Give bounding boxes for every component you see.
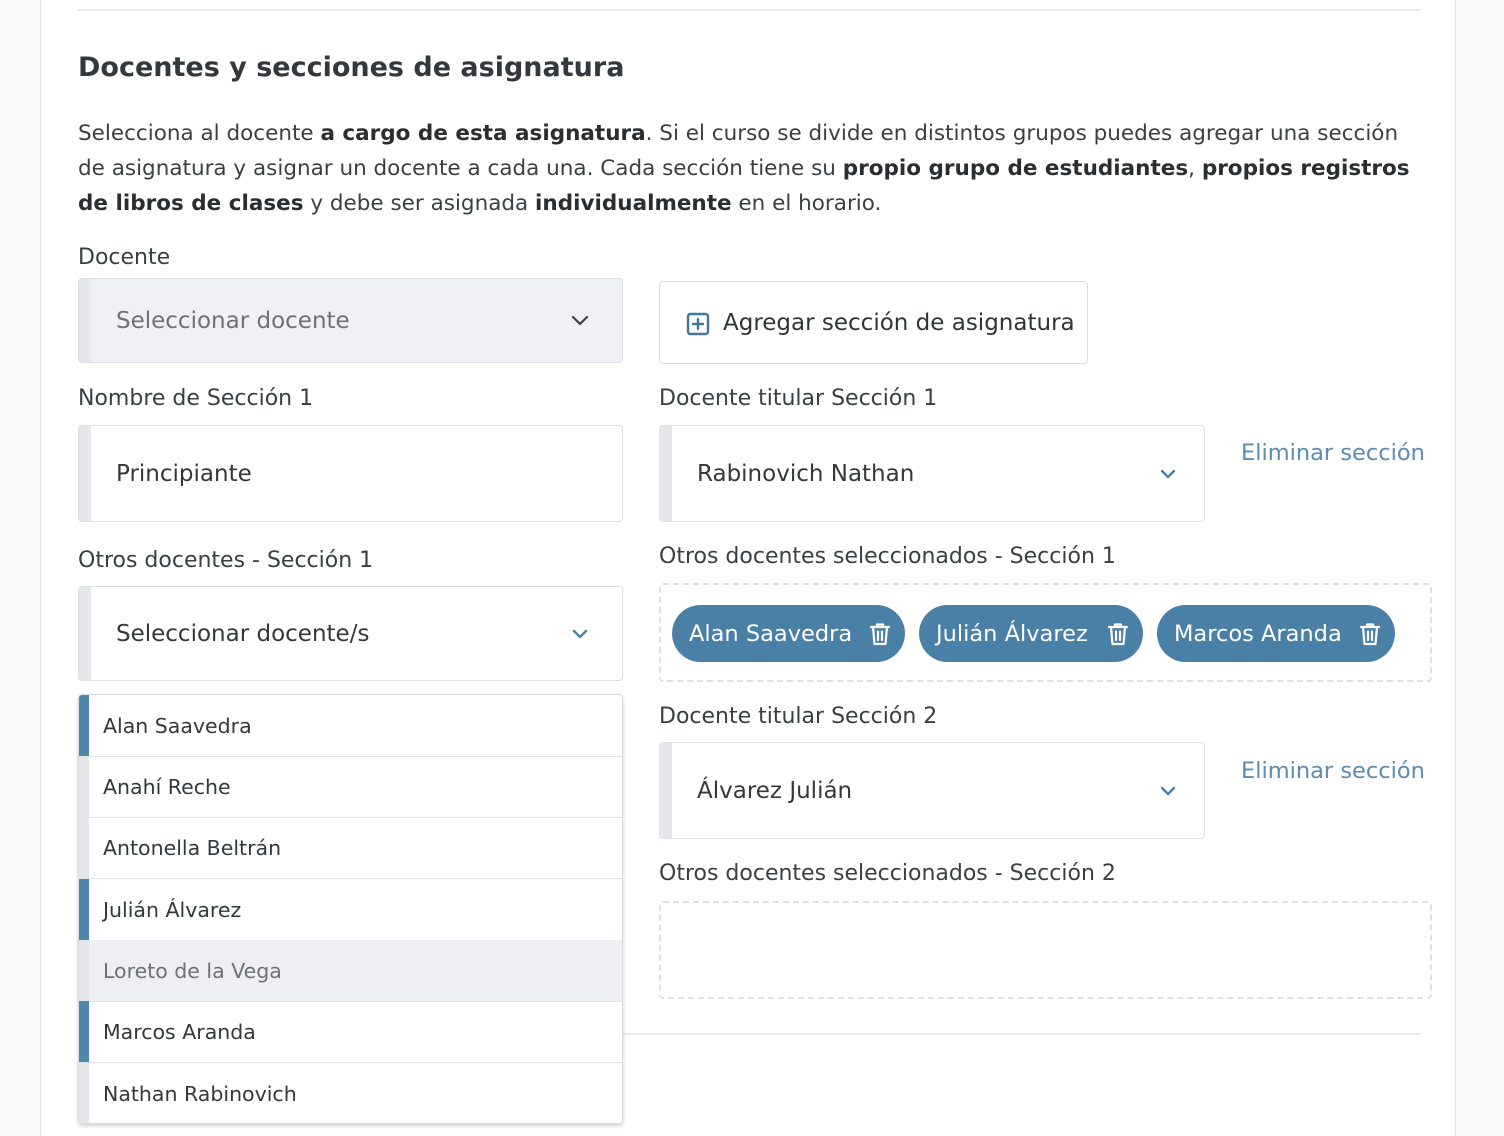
section1-titular-label: Docente titular Sección 1: [659, 386, 938, 411]
dropdown-option[interactable]: Antonella Beltrán: [79, 817, 622, 879]
section1-name-value: Principiante: [116, 460, 252, 487]
section2-selected-label: Otros docentes seleccionados - Sección 2: [659, 861, 1116, 886]
docente-select[interactable]: [78, 278, 623, 363]
section1-others-label: Otros docentes - Sección 1: [78, 548, 374, 573]
trash-icon[interactable]: [1106, 621, 1130, 647]
section-description: Selecciona al docente a cargo de esta asignatura. Si el curso se divide en distintos grupos puedes agregar una sección de asignatura y asignar un docente a cada una. Cada sección tiene su propio grupo de estudiantes, propios registros de libros de clases y debe ser asignada individualmente en el horario.: [78, 121, 1410, 216]
dropdown-option[interactable]: Loreto de la Vega: [79, 940, 622, 1002]
chevron-down-icon: [571, 315, 589, 327]
chevron-down-icon: [1159, 785, 1177, 797]
section-heading: Docentes y secciones de asignatura: [78, 52, 625, 83]
dropdown-option[interactable]: Alan Saavedra: [79, 695, 622, 757]
add-section-label: Agregar sección de asignatura: [723, 309, 1075, 336]
docente-label: Docente: [78, 245, 171, 270]
teacher-dropdown-menu: [78, 694, 623, 1124]
section2-titular-label: Docente titular Sección 2: [659, 704, 938, 729]
section1-others-placeholder: Seleccionar docente/s: [116, 620, 370, 647]
trash-icon[interactable]: [868, 621, 892, 647]
section1-name-input[interactable]: [78, 425, 623, 522]
dropdown-option[interactable]: Anahí Reche: [79, 756, 622, 818]
section2-titular-select[interactable]: [659, 742, 1205, 839]
chip-label: Alan Saavedra: [689, 620, 853, 647]
divider-top: [78, 9, 1420, 11]
chevron-down-icon: [1159, 468, 1177, 480]
docente-placeholder: Seleccionar docente: [116, 307, 350, 334]
dropdown-option[interactable]: Nathan Rabinovich: [79, 1063, 622, 1124]
chip-teacher: [672, 605, 905, 662]
section1-titular-select[interactable]: [659, 425, 1205, 522]
plus-square-icon: [686, 312, 710, 336]
section2-delete-link[interactable]: Eliminar sección: [1241, 758, 1425, 784]
chip-label: Julián Álvarez: [936, 620, 1088, 647]
section1-selected-box: [659, 583, 1432, 682]
chip-teacher: [1157, 605, 1395, 662]
section1-others-select[interactable]: [78, 586, 623, 681]
chip-teacher: [919, 605, 1143, 662]
section1-delete-link[interactable]: Eliminar sección: [1241, 440, 1425, 466]
section2-titular-value: Álvarez Julián: [697, 777, 853, 804]
divider-bottom: [622, 1033, 1420, 1035]
chip-label: Marcos Aranda: [1174, 620, 1342, 647]
section1-titular-value: Rabinovich Nathan: [697, 460, 915, 487]
add-section-button[interactable]: [659, 281, 1088, 364]
section2-selected-box: [659, 901, 1432, 999]
section1-name-label: Nombre de Sección 1: [78, 386, 314, 411]
trash-icon[interactable]: [1358, 621, 1382, 647]
dropdown-option[interactable]: Marcos Aranda: [79, 1001, 622, 1063]
dropdown-option[interactable]: Julián Álvarez: [79, 879, 622, 941]
chevron-down-icon: [571, 628, 589, 640]
section1-selected-label: Otros docentes seleccionados - Sección 1: [659, 544, 1116, 569]
